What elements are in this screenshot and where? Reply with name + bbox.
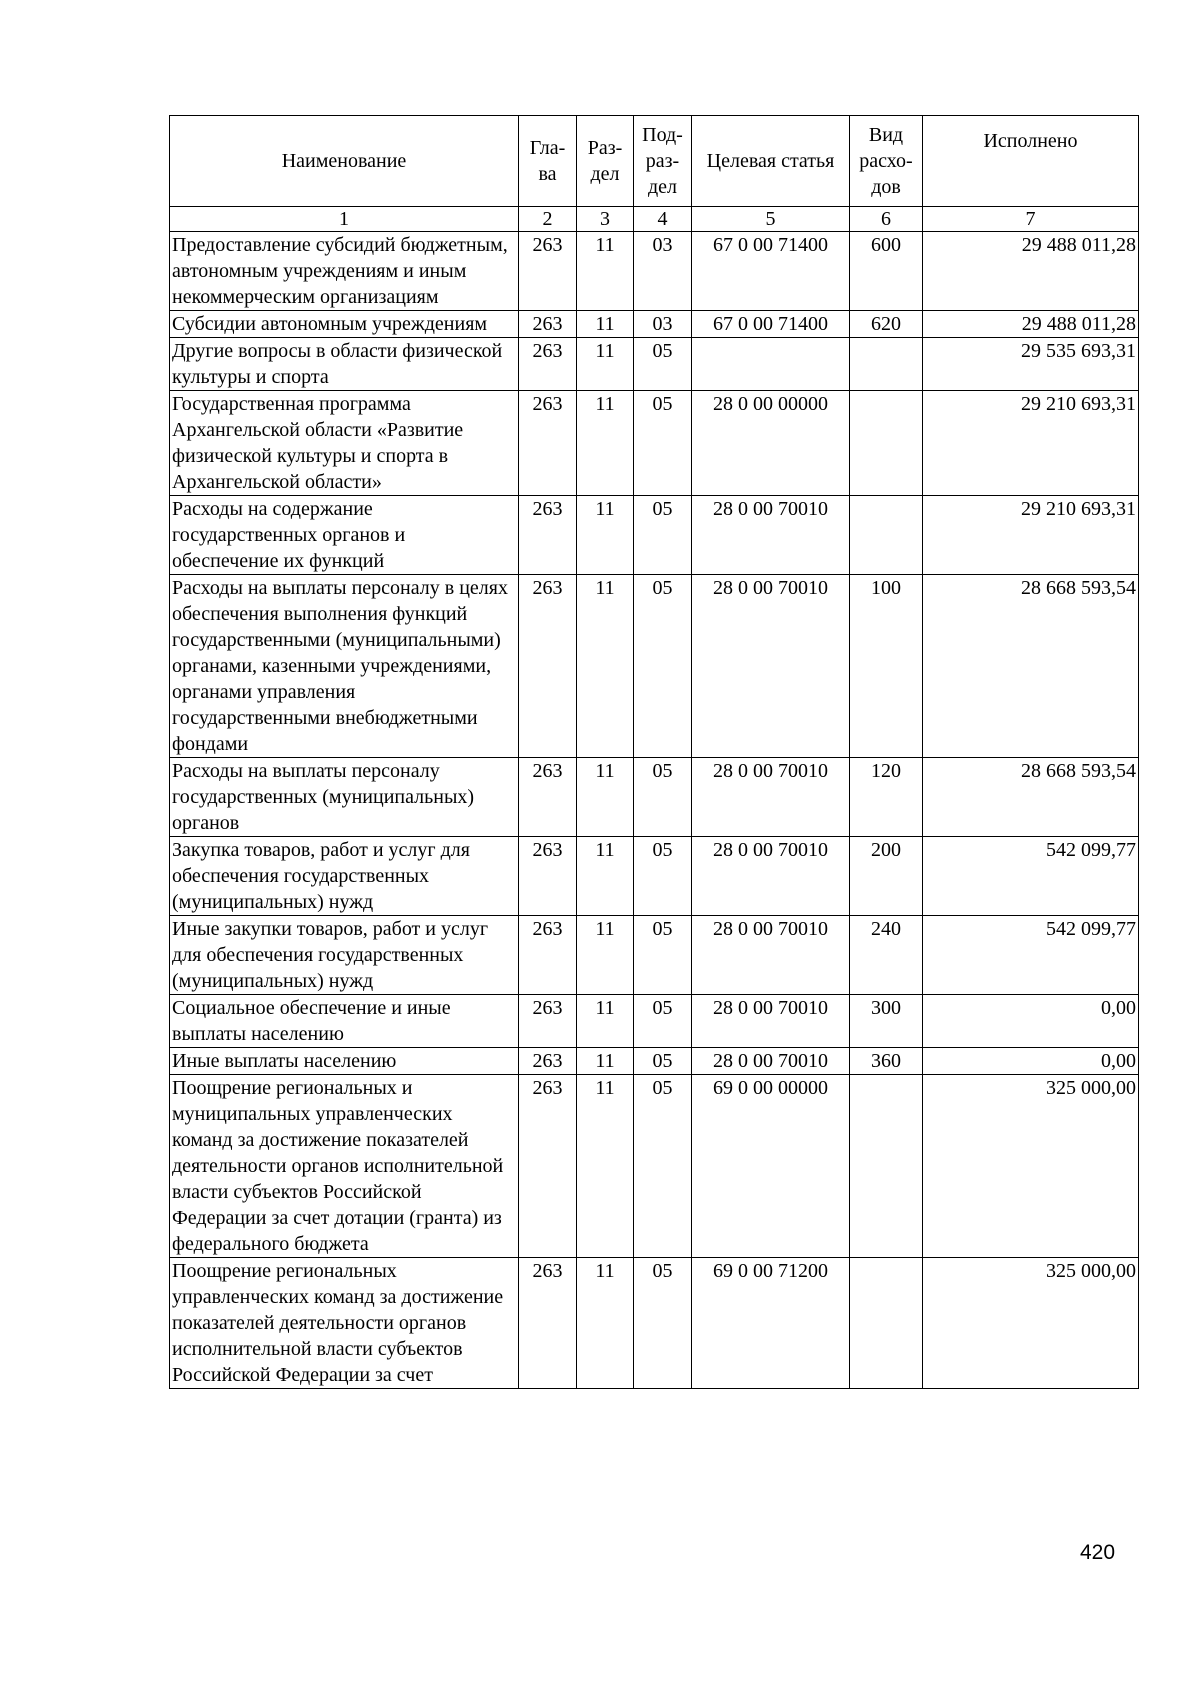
table-row: [170, 311, 1139, 338]
column-number: 1: [170, 207, 519, 232]
row-vid: 200: [850, 837, 923, 916]
row-target: 28 0 00 00000: [692, 391, 850, 496]
table-row: [170, 496, 1139, 575]
row-podrazdel: 05: [634, 338, 692, 391]
row-vid: 620: [850, 311, 923, 338]
row-target: 69 0 00 71200: [692, 1258, 850, 1389]
row-target: 28 0 00 70010: [692, 496, 850, 575]
row-amount: 542 099,77: [923, 916, 1139, 995]
table-row: [170, 758, 1139, 837]
row-glava: 263: [519, 995, 577, 1048]
row-name: Субсидии автономным учреждениям: [170, 311, 519, 338]
row-target: 67 0 00 71400: [692, 311, 850, 338]
header-vid: Вид расхо- дов: [850, 116, 923, 207]
row-podrazdel: 05: [634, 1048, 692, 1075]
row-amount: 28 668 593,54: [923, 575, 1139, 758]
row-glava: 263: [519, 391, 577, 496]
row-amount: 325 000,00: [923, 1075, 1139, 1258]
table-header-row: [170, 116, 1139, 207]
row-name: Закупка товаров, работ и услуг для обеспечения государственных (муниципальных) нужд: [170, 837, 519, 916]
row-glava: 263: [519, 837, 577, 916]
row-amount: 29 488 011,28: [923, 232, 1139, 311]
row-amount: 29 210 693,31: [923, 496, 1139, 575]
header-name: Наименование: [170, 116, 519, 207]
row-glava: 263: [519, 1048, 577, 1075]
row-target: [692, 338, 850, 391]
column-number: 6: [850, 207, 923, 232]
row-podrazdel: 05: [634, 1075, 692, 1258]
table-row: [170, 575, 1139, 758]
row-vid: 300: [850, 995, 923, 1048]
row-podrazdel: 05: [634, 496, 692, 575]
row-vid: 360: [850, 1048, 923, 1075]
table-row: [170, 995, 1139, 1048]
table-row: [170, 232, 1139, 311]
row-razdel: 11: [577, 1075, 634, 1258]
row-name: Иные выплаты населению: [170, 1048, 519, 1075]
row-name: Иные закупки товаров, работ и услуг для обеспечения государственных (муниципальных) нужд: [170, 916, 519, 995]
row-vid: 100: [850, 575, 923, 758]
row-razdel: 11: [577, 575, 634, 758]
table-row: [170, 1048, 1139, 1075]
row-glava: 263: [519, 1258, 577, 1389]
table-row: [170, 1075, 1139, 1258]
row-amount: 29 488 011,28: [923, 311, 1139, 338]
row-amount: 29 210 693,31: [923, 391, 1139, 496]
row-razdel: 11: [577, 916, 634, 995]
row-razdel: 11: [577, 758, 634, 837]
row-glava: 263: [519, 575, 577, 758]
row-glava: 263: [519, 311, 577, 338]
budget-table-page: [169, 115, 1138, 1389]
table-row: [170, 916, 1139, 995]
row-target: 69 0 00 00000: [692, 1075, 850, 1258]
header-podrazdel: Под- раз- дел: [634, 116, 692, 207]
row-razdel: 11: [577, 311, 634, 338]
row-vid: 120: [850, 758, 923, 837]
row-vid: [850, 391, 923, 496]
row-target: 28 0 00 70010: [692, 575, 850, 758]
row-podrazdel: 05: [634, 758, 692, 837]
column-number: 4: [634, 207, 692, 232]
row-podrazdel: 05: [634, 995, 692, 1048]
column-number: 7: [923, 207, 1139, 232]
row-razdel: 11: [577, 391, 634, 496]
column-number: 2: [519, 207, 577, 232]
row-name: Расходы на выплаты персоналу государственных (муниципальных) органов: [170, 758, 519, 837]
row-razdel: 11: [577, 338, 634, 391]
table-row: [170, 1258, 1139, 1389]
row-razdel: 11: [577, 496, 634, 575]
column-number: 3: [577, 207, 634, 232]
row-name: Расходы на содержание государственных органов и обеспечение их функций: [170, 496, 519, 575]
row-vid: 240: [850, 916, 923, 995]
row-podrazdel: 05: [634, 575, 692, 758]
row-razdel: 11: [577, 995, 634, 1048]
column-number-row: [170, 207, 1139, 232]
row-name: Государственная программа Архангельской области «Развитие физической культуры и спорта в Архангельской области»: [170, 391, 519, 496]
row-amount: 325 000,00: [923, 1258, 1139, 1389]
row-glava: 263: [519, 916, 577, 995]
header-glava: Гла- ва: [519, 116, 577, 207]
row-razdel: 11: [577, 1048, 634, 1075]
table-row: [170, 338, 1139, 391]
row-razdel: 11: [577, 1258, 634, 1389]
header-target: Целевая статья: [692, 116, 850, 207]
row-amount: 28 668 593,54: [923, 758, 1139, 837]
table-row: [170, 391, 1139, 496]
row-target: 28 0 00 70010: [692, 995, 850, 1048]
row-amount: 0,00: [923, 1048, 1139, 1075]
row-glava: 263: [519, 758, 577, 837]
row-glava: 263: [519, 1075, 577, 1258]
row-target: 28 0 00 70010: [692, 758, 850, 837]
row-glava: 263: [519, 496, 577, 575]
row-vid: 600: [850, 232, 923, 311]
header-razdel: Раз- дел: [577, 116, 634, 207]
row-podrazdel: 05: [634, 837, 692, 916]
budget-execution-table: [169, 115, 1139, 1389]
row-vid: [850, 338, 923, 391]
row-podrazdel: 03: [634, 311, 692, 338]
row-vid: [850, 1258, 923, 1389]
row-target: 28 0 00 70010: [692, 837, 850, 916]
column-number: 5: [692, 207, 850, 232]
row-razdel: 11: [577, 232, 634, 311]
row-amount: 29 535 693,31: [923, 338, 1139, 391]
row-target: 28 0 00 70010: [692, 916, 850, 995]
row-target: 67 0 00 71400: [692, 232, 850, 311]
row-glava: 263: [519, 232, 577, 311]
row-vid: [850, 496, 923, 575]
page-number: 420: [1080, 1541, 1116, 1564]
row-podrazdel: 05: [634, 916, 692, 995]
row-podrazdel: 05: [634, 391, 692, 496]
row-name: Расходы на выплаты персоналу в целях обеспечения выполнения функций государственными (муниципальными) органами, казенными учреждениями, органами управления государственными внебюджетными фондами: [170, 575, 519, 758]
row-name: Другие вопросы в области физической культуры и спорта: [170, 338, 519, 391]
header-done: Исполнено: [923, 116, 1139, 207]
row-name: Поощрение региональных и муниципальных управленческих команд за достижение показателей деятельности органов исполнительной власти субъектов Российской Федерации за счет дотации (гранта) из федерального бюджета: [170, 1075, 519, 1258]
row-target: 28 0 00 70010: [692, 1048, 850, 1075]
row-glava: 263: [519, 338, 577, 391]
row-name: Социальное обеспечение и иные выплаты населению: [170, 995, 519, 1048]
row-name: Предоставление субсидий бюджетным, автономным учреждениям и иным некоммерческим организациям: [170, 232, 519, 311]
table-row: [170, 837, 1139, 916]
row-podrazdel: 05: [634, 1258, 692, 1389]
row-amount: 542 099,77: [923, 837, 1139, 916]
row-name: Поощрение региональных управленческих команд за достижение показателей деятельности органов исполнительной власти субъектов Российской Федерации за счет: [170, 1258, 519, 1389]
row-razdel: 11: [577, 837, 634, 916]
row-amount: 0,00: [923, 995, 1139, 1048]
row-podrazdel: 03: [634, 232, 692, 311]
row-vid: [850, 1075, 923, 1258]
